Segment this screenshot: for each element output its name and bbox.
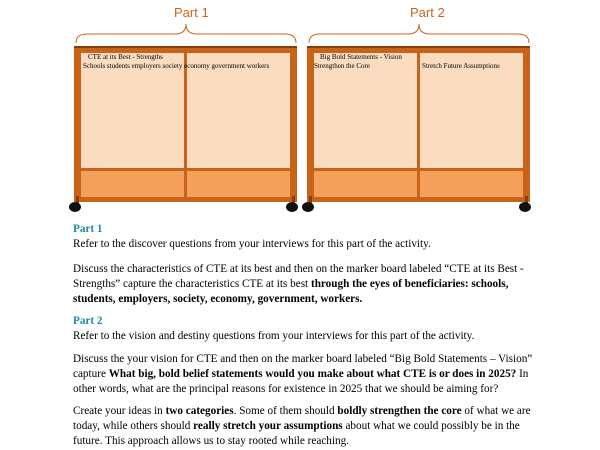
- part2-label: Part 2: [410, 5, 445, 20]
- part2-para1-bold: What big, bold belief statements would you make about what CTE is or does in 2025?: [108, 368, 517, 380]
- part1-intro: Refer to the discover questions from your interviews for this part of the activity.: [73, 238, 431, 250]
- part2-para2-f: really stretch your assumptions: [193, 420, 343, 432]
- board-subtitle: Schools students employers society economy government workers: [83, 62, 270, 70]
- part1-heading: Part 1: [73, 223, 103, 235]
- part1-paragraph: [73, 262, 543, 307]
- board-column-stretch: Stretch Future Assumptions: [422, 62, 500, 70]
- board-title: CTE at its Best - Strengths: [88, 53, 163, 61]
- part2-intro: Refer to the vision and destiny questions from your interviews for this part of the activity.: [73, 330, 475, 342]
- board-tray-right: [420, 171, 523, 197]
- board-wheel: [519, 202, 531, 212]
- board-wheel: [302, 202, 314, 212]
- part2-brace: [308, 22, 530, 44]
- part2-para2-a: Create your ideas in: [73, 405, 166, 417]
- part2-para2-c: . Some of them should: [233, 405, 338, 417]
- board-wheel: [69, 202, 81, 212]
- part2-para2-g: about what we could possibly be in the future. This approach allows us to stay rooted while reaching.: [73, 420, 520, 447]
- marker-board-strengths: [74, 46, 297, 208]
- part1-brace: [75, 22, 297, 44]
- part1-section: [73, 222, 543, 252]
- board-tray-right: [187, 171, 290, 197]
- part2-para2-e: of what we are today, while others should: [73, 405, 531, 432]
- part2-paragraph-2: [73, 404, 543, 449]
- board-tray-left: [314, 171, 417, 197]
- part2-heading: Part 2: [73, 315, 103, 327]
- board-column-strengthen: Strengthen the Core: [314, 62, 370, 70]
- board-wheel: [286, 202, 298, 212]
- part2-para2-b: two categories: [165, 405, 234, 417]
- part2-para2-d: boldly strengthen the core: [337, 405, 462, 417]
- part1-para-text: Discuss the characteristics of CTE at its best and then on the marker board labeled “CTE at its Best - Strengths” capture the characteristics CTE at its best: [73, 263, 524, 290]
- part1-label: Part 1: [174, 5, 209, 20]
- part2-section: [73, 314, 543, 344]
- part2-paragraph-1: [73, 352, 543, 397]
- board-title: Big Bold Statements - Vision: [320, 53, 402, 61]
- part2-para1-end: In other words, what are the principal reasons for existence in 2025 that we should be aiming for?: [73, 368, 529, 395]
- marker-board-vision: [307, 46, 530, 208]
- part1-para-bold: through the eyes of beneficiaries: schools, students, employers, society, economy, government, workers.: [73, 278, 509, 305]
- board-tray-left: [81, 171, 184, 197]
- part2-para1-text: Discuss the your vision for CTE and then on the marker board labeled “Big Bold Statements – Vision” capture: [73, 353, 533, 380]
